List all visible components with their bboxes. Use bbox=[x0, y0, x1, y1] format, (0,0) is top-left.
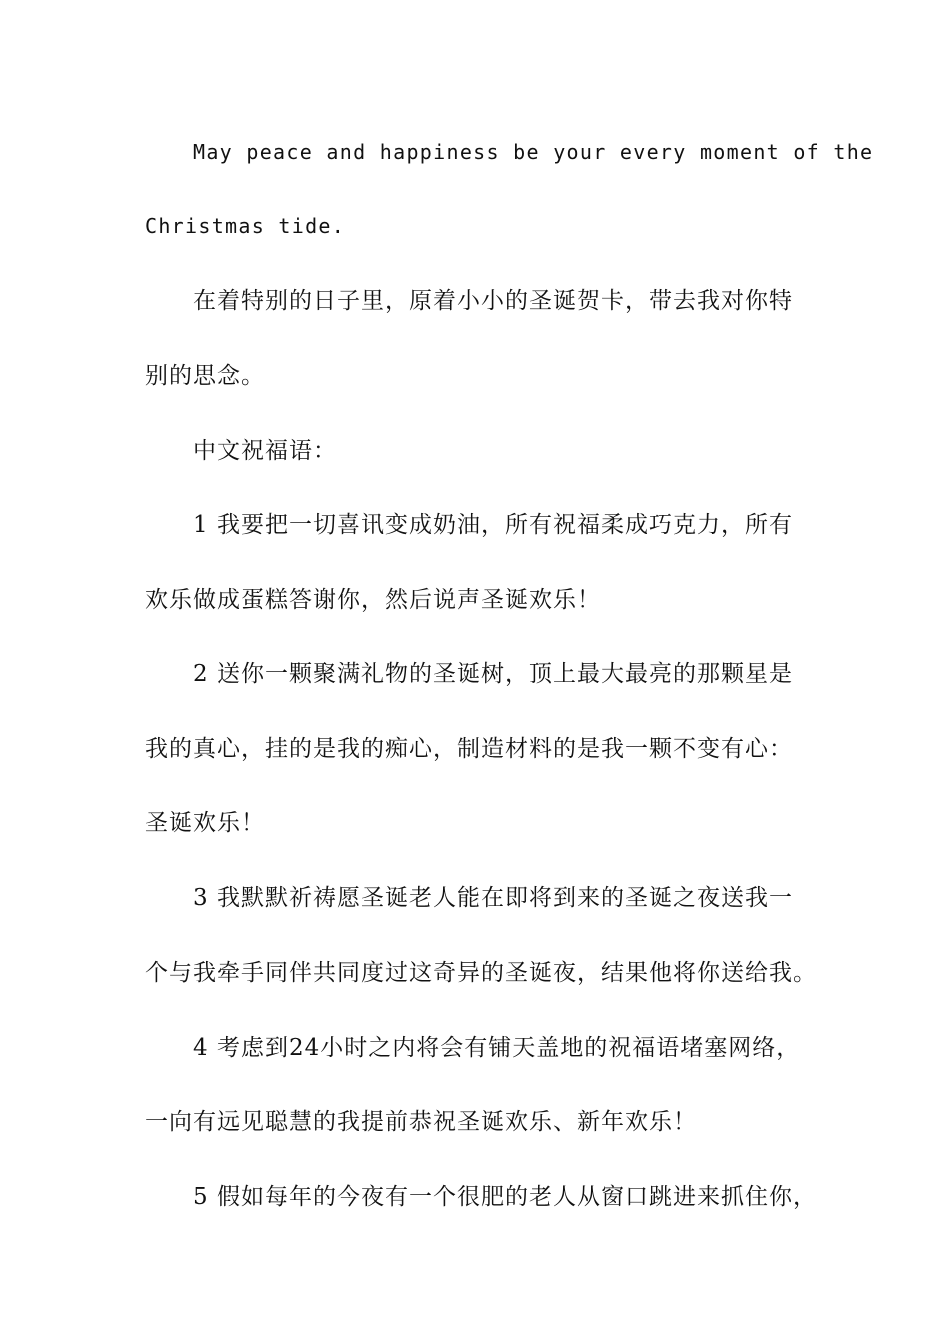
wish-1-line-2: 欢乐做成蛋糕答谢你，然后说声圣诞欢乐！ bbox=[145, 587, 601, 613]
wish-2-line-2: 我的真心，挂的是我的痴心，制造材料的是我一颗不变有心： bbox=[145, 736, 793, 762]
text-line-english-1: May peace and happiness be your every moment of the bbox=[193, 140, 874, 164]
wish-2-line-1: 2 送你一颗聚满礼物的圣诞树，顶上最大最亮的那颗星是 bbox=[193, 661, 793, 687]
section-heading: 中文祝福语： bbox=[193, 438, 337, 464]
wish-2-line-3: 圣诞欢乐！ bbox=[145, 810, 265, 836]
wish-1-line-1: 1 我要把一切喜讯变成奶油，所有祝福柔成巧克力，所有 bbox=[193, 512, 793, 538]
text-line-greeting-2: 别的思念。 bbox=[145, 363, 265, 389]
wish-3-line-1: 3 我默默祈祷愿圣诞老人能在即将到来的圣诞之夜送我一 bbox=[193, 885, 793, 911]
wish-4-line-2: 一向有远见聪慧的我提前恭祝圣诞欢乐、新年欢乐！ bbox=[145, 1109, 697, 1135]
wish-3-line-2: 个与我牵手同伴共同度过这奇异的圣诞夜，结果他将你送给我。 bbox=[145, 960, 817, 986]
wish-4-line-1: 4 考虑到24小时之内将会有铺天盖地的祝福语堵塞网络， bbox=[193, 1035, 801, 1061]
text-line-greeting-1: 在着特别的日子里，原着小小的圣诞贺卡，带去我对你特 bbox=[193, 288, 793, 314]
text-line-english-2: Christmas tide. bbox=[145, 214, 346, 238]
wish-5-line-1: 5 假如每年的今夜有一个很肥的老人从窗口跳进来抓住你， bbox=[193, 1184, 817, 1210]
